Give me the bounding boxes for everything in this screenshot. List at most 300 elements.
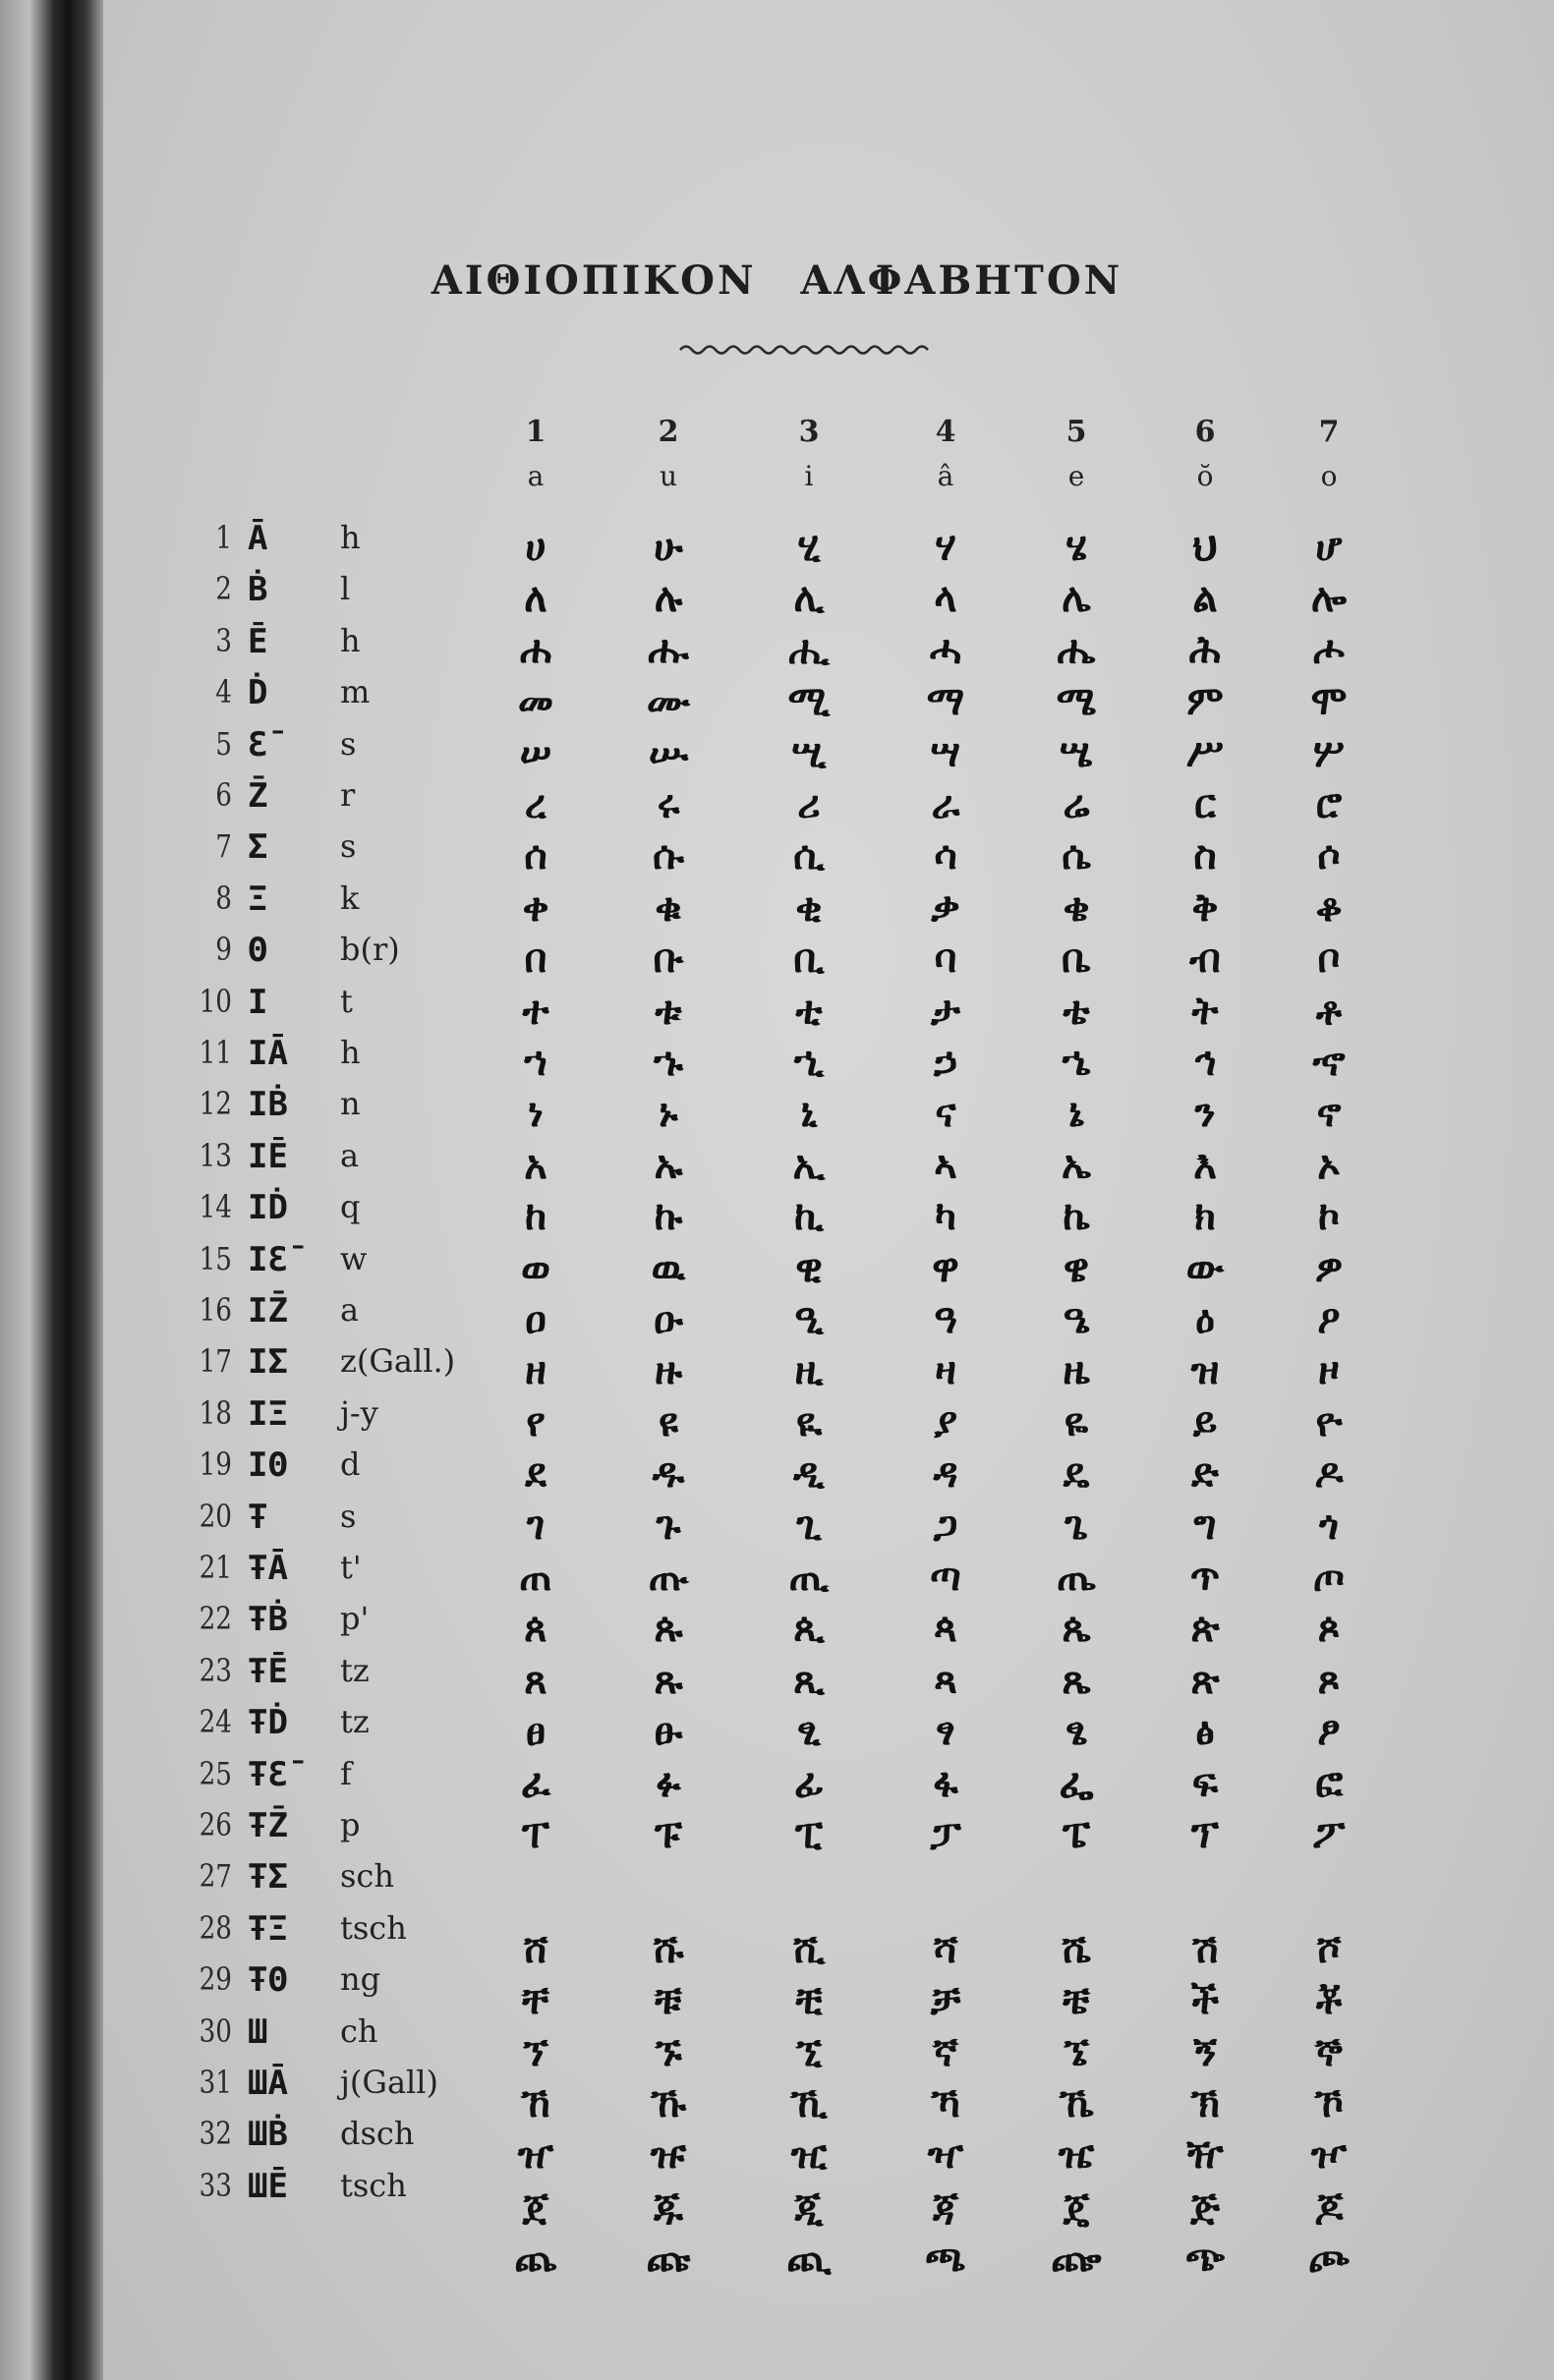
numeral-glyph: IΞ bbox=[248, 1393, 288, 1434]
numeral-glyph: ŦĀ bbox=[248, 1549, 288, 1588]
ethiopic-form: ክ bbox=[1194, 1194, 1216, 1240]
numeral-glyph: ШĀ bbox=[248, 2064, 288, 2103]
ethiopic-form: ቦ bbox=[1317, 936, 1341, 983]
ethiopic-form: ጻ bbox=[934, 1657, 957, 1703]
transliteration: s bbox=[340, 827, 357, 866]
ethiopic-form: ጲ bbox=[793, 1606, 825, 1652]
ethiopic-form: ዤ bbox=[1058, 2132, 1095, 2179]
ethiopic-form: ኩ bbox=[654, 1194, 683, 1240]
ethiopic-form: ዠ bbox=[517, 2132, 554, 2179]
row-number: 29 bbox=[199, 1960, 232, 1999]
ethiopic-form: ኣ bbox=[934, 1142, 957, 1188]
ethiopic-form: ሑ bbox=[648, 627, 689, 673]
ethiopic-form: ፊ bbox=[794, 1760, 824, 1806]
ethiopic-form: ሣ bbox=[930, 730, 961, 776]
ethiopic-form: ር bbox=[1193, 782, 1217, 827]
ethiopic-form: ሲ bbox=[792, 833, 826, 879]
ethiopic-form: ኼ bbox=[1059, 2081, 1094, 2126]
transliteration: k bbox=[340, 878, 360, 917]
numeral-glyph: IĒ bbox=[248, 1136, 288, 1176]
ethiopic-form: ሊ bbox=[793, 576, 825, 622]
ethiopic-form: ሎ bbox=[1310, 576, 1348, 622]
ethiopic-form: ሢ bbox=[791, 730, 827, 776]
transliteration: t' bbox=[340, 1549, 362, 1586]
ethiopic-form: ሻ bbox=[933, 1926, 958, 1972]
numeral-glyph: IƐ̄ bbox=[248, 1239, 288, 1279]
numeral-glyph: Ŧ bbox=[248, 1497, 268, 1537]
ethiopic-form: ኾ bbox=[1314, 2081, 1344, 2126]
ethiopic-form: ሳ bbox=[934, 833, 957, 879]
ethiopic-form: ሃ bbox=[935, 525, 956, 570]
ethiopic-form: ጴ bbox=[1062, 1606, 1091, 1652]
ethiopic-form: ጃ bbox=[932, 2183, 959, 2230]
ethiopic-form: ዲ bbox=[793, 1451, 825, 1498]
ethiopic-form: ሕ bbox=[1188, 627, 1222, 673]
ethiopic-form: በ bbox=[524, 936, 547, 983]
ethiopic-form: ቼ bbox=[1063, 1978, 1090, 2024]
ethiopic-form: ዴ bbox=[1063, 1451, 1090, 1498]
ethiopic-form: ጉ bbox=[656, 1502, 681, 1549]
row-number: 2 bbox=[215, 570, 232, 608]
ethiopic-form: ሥ bbox=[1186, 730, 1224, 776]
ethiopic-form: ጰ bbox=[524, 1606, 547, 1652]
ethiopic-form: ወ bbox=[521, 1245, 550, 1291]
transliteration: m bbox=[340, 673, 371, 711]
ethiopic-form: ሆ bbox=[1315, 525, 1343, 570]
ethiopic-form: ሉ bbox=[654, 576, 683, 622]
ethiopic-form: ፆ bbox=[1317, 1709, 1341, 1755]
ethiopic-form: እ bbox=[1193, 1142, 1217, 1188]
numeral-glyph: IΣ bbox=[248, 1342, 288, 1383]
ethiopic-form: ማ bbox=[926, 679, 965, 725]
ethiopic-form: ቴ bbox=[1063, 988, 1090, 1034]
numeral-glyph: ŦΞ bbox=[248, 1908, 288, 1949]
transliteration: ch bbox=[340, 2012, 378, 2050]
numeral-glyph: ŦZ̄ bbox=[248, 1806, 288, 1845]
ethiopic-form: ዒ bbox=[794, 1297, 824, 1342]
row-number: 27 bbox=[199, 1857, 232, 1896]
ethiopic-form: ፈ bbox=[520, 1760, 551, 1806]
ethiopic-form: ኸ bbox=[521, 2081, 550, 2126]
ethiopic-form: ዚ bbox=[794, 1348, 824, 1394]
row-number: 28 bbox=[199, 1908, 232, 1947]
ethiopic-form: ቶ bbox=[1315, 988, 1343, 1034]
ethiopic-form: ኙ bbox=[655, 2029, 682, 2075]
ethiopic-form: ሼ bbox=[1062, 1926, 1091, 1972]
ethiopic-form: ህ bbox=[1192, 525, 1218, 570]
ethiopic-form: ኜ bbox=[1063, 2029, 1090, 2075]
ethiopic-form: ን bbox=[1194, 1091, 1216, 1137]
decorative-wave-rule bbox=[678, 340, 930, 360]
numeral-glyph: ŦĒ bbox=[248, 1651, 288, 1691]
transliteration: z(Gall.) bbox=[340, 1342, 456, 1381]
transliteration: a bbox=[340, 1136, 360, 1174]
ethiopic-form: ዙ bbox=[654, 1348, 683, 1394]
ethiopic-form: ዩ bbox=[659, 1399, 678, 1445]
ethiopic-form: ቆ bbox=[1315, 884, 1343, 931]
numeral-glyph: IZ̄ bbox=[248, 1291, 288, 1331]
numeral-glyph: Ḃ bbox=[248, 570, 268, 610]
column-vowel-1: a bbox=[527, 460, 545, 492]
ethiopic-form: ኻ bbox=[931, 2081, 960, 2126]
ethiopic-form: ሐ bbox=[519, 627, 552, 673]
transliteration: tz bbox=[340, 1703, 370, 1741]
ethiopic-form: ፕ bbox=[1190, 1812, 1220, 1857]
ethiopic-form: ግ bbox=[1193, 1502, 1217, 1549]
column-number-6: 6 bbox=[1194, 415, 1216, 449]
transliteration: h bbox=[340, 621, 361, 659]
ethiopic-form: ዎ bbox=[1314, 1245, 1344, 1291]
ethiopic-form: ጪ bbox=[786, 2236, 832, 2282]
numeral-glyph: IΘ bbox=[248, 1445, 288, 1486]
ethiopic-form: ጌ bbox=[1065, 1502, 1088, 1549]
ethiopic-form: ባ bbox=[934, 936, 957, 983]
transliteration: b(r) bbox=[340, 931, 400, 969]
ethiopic-form: ቂ bbox=[795, 884, 823, 931]
ethiopic-form: ሌ bbox=[1062, 576, 1091, 622]
ethiopic-form: ጄ bbox=[1063, 2183, 1090, 2230]
ethiopic-form: ሁ bbox=[654, 525, 683, 570]
ethiopic-form: ሄ bbox=[1065, 525, 1087, 570]
ethiopic-form: ይ bbox=[1192, 1399, 1218, 1445]
transliteration: f bbox=[340, 1754, 352, 1792]
ethiopic-form: ሚ bbox=[787, 679, 831, 725]
ethiopic-form: ና bbox=[935, 1091, 956, 1137]
ethiopic-form: ጼ bbox=[1062, 1657, 1091, 1703]
numeral-glyph: Σ bbox=[248, 827, 268, 868]
ethiopic-form: ቅ bbox=[1191, 884, 1219, 931]
ethiopic-form: ኬ bbox=[1063, 1194, 1090, 1240]
ethiopic-form: ዪ bbox=[795, 1399, 823, 1445]
row-number: 9 bbox=[215, 931, 232, 969]
ethiopic-form: ፄ bbox=[1065, 1709, 1087, 1755]
ethiopic-form: ኁ bbox=[654, 1040, 683, 1085]
ethiopic-form: ታ bbox=[931, 988, 960, 1034]
ethiopic-form: ጾ bbox=[1317, 1657, 1341, 1703]
ethiopic-form: ፐ bbox=[521, 1812, 550, 1857]
ethiopic-form: ኝ bbox=[1193, 2029, 1217, 2075]
ethiopic-form: ኦ bbox=[1317, 1142, 1341, 1188]
transliteration: tz bbox=[340, 1651, 370, 1689]
ethiopic-form: ሔ bbox=[1057, 627, 1096, 673]
ethiopic-form: ዑ bbox=[654, 1297, 683, 1342]
ethiopic-form: ጋ bbox=[933, 1502, 958, 1549]
transliteration: h bbox=[340, 519, 361, 556]
ethiopic-form: ኅ bbox=[1193, 1040, 1217, 1085]
numeral-glyph: Ξ bbox=[248, 878, 268, 919]
column-vowel-4: â bbox=[937, 460, 954, 492]
ethiopic-form: ኖ bbox=[1316, 1091, 1342, 1137]
ethiopic-form: ጵ bbox=[1190, 1606, 1220, 1652]
ethiopic-form: ሀ bbox=[525, 525, 547, 570]
ethiopic-form: ጁ bbox=[654, 2183, 683, 2230]
transliteration: s bbox=[340, 724, 357, 763]
ethiopic-form: ፌ bbox=[1059, 1760, 1094, 1806]
ethiopic-form: ያ bbox=[933, 1399, 958, 1445]
ethiopic-form: ፂ bbox=[797, 1709, 821, 1755]
ethiopic-form: ራ bbox=[931, 782, 960, 827]
ethiopic-form: ፖ bbox=[1312, 1812, 1346, 1857]
column-vowel-5: e bbox=[1067, 460, 1085, 492]
title-word-2: ΑΛΦΑΒΗΤΟΝ bbox=[800, 257, 1123, 304]
ethiopic-form: ፁ bbox=[654, 1709, 683, 1755]
ethiopic-form: ሒ bbox=[788, 627, 830, 673]
ethiopic-form: ሞ bbox=[1310, 679, 1348, 725]
row-number: 13 bbox=[199, 1136, 232, 1174]
ethiopic-form: ኘ bbox=[522, 2029, 549, 2075]
ethiopic-form: ት bbox=[1191, 988, 1219, 1034]
ethiopic-form: ጭ bbox=[1184, 2236, 1226, 2282]
transliteration: sch bbox=[340, 1857, 394, 1896]
ethiopic-form: ተ bbox=[522, 988, 549, 1034]
ethiopic-form: ኞ bbox=[1315, 2029, 1343, 2075]
ethiopic-form: ጶ bbox=[1317, 1606, 1341, 1652]
numeral-glyph: ШĒ bbox=[248, 2166, 288, 2206]
ethiopic-form: ዞ bbox=[1318, 1348, 1340, 1394]
ethiopic-form: ዓ bbox=[934, 1297, 957, 1342]
row-number: 7 bbox=[215, 827, 232, 866]
row-number: 33 bbox=[199, 2166, 232, 2204]
ethiopic-form: ረ bbox=[524, 782, 547, 827]
ethiopic-form: ኀ bbox=[524, 1040, 547, 1085]
row-number: 23 bbox=[199, 1651, 232, 1689]
ethiopic-form: ዥ bbox=[1186, 2132, 1224, 2179]
ethiopic-form: ሡ bbox=[648, 730, 689, 776]
row-number: 31 bbox=[199, 2064, 232, 2101]
ethiopic-form: ም bbox=[1186, 679, 1224, 725]
row-number: 17 bbox=[199, 1342, 232, 1381]
row-number: 18 bbox=[199, 1393, 232, 1432]
ethiopic-form: ሱ bbox=[652, 833, 685, 879]
ethiopic-form: ስ bbox=[1193, 833, 1217, 879]
ethiopic-form: ቁ bbox=[655, 884, 682, 931]
ethiopic-form: ዌ bbox=[1063, 1245, 1090, 1291]
ethiopic-form: ሴ bbox=[1062, 833, 1091, 879]
ethiopic-form: ጸ bbox=[524, 1657, 547, 1703]
ethiopic-form: ኆ bbox=[1312, 1040, 1346, 1085]
ethiopic-form: ኒ bbox=[800, 1091, 818, 1137]
ethiopic-form: ዐ bbox=[525, 1297, 547, 1342]
transliteration: t bbox=[340, 982, 353, 1020]
ethiopic-form: ሪ bbox=[797, 782, 821, 827]
row-number: 3 bbox=[215, 621, 232, 659]
ethiopic-form: ፍ bbox=[1191, 1760, 1219, 1806]
transliteration: p bbox=[340, 1806, 361, 1843]
column-vowel-2: u bbox=[659, 460, 678, 492]
transliteration: j(Gall) bbox=[340, 2064, 438, 2101]
ethiopic-form: ቀ bbox=[522, 884, 549, 931]
ethiopic-form: ሾ bbox=[1316, 1926, 1342, 1972]
numeral-glyph: IḂ bbox=[248, 1085, 288, 1125]
ethiopic-form: ጥ bbox=[1189, 1555, 1221, 1600]
ethiopic-form: ፑ bbox=[654, 1812, 683, 1857]
column-number-5: 5 bbox=[1065, 415, 1087, 449]
ethiopic-form: ጽ bbox=[1190, 1657, 1220, 1703]
ethiopic-form: ካ bbox=[935, 1194, 956, 1240]
ethiopic-form: ሠ bbox=[519, 730, 552, 776]
ethiopic-form: ች bbox=[1190, 1978, 1220, 2024]
ethiopic-form: ደ bbox=[525, 1451, 547, 1498]
ethiopic-form: ሦ bbox=[1313, 730, 1345, 776]
ethiopic-form: ጨ bbox=[514, 2236, 557, 2282]
ethiopic-form: ዢ bbox=[790, 2132, 828, 2179]
row-number: 24 bbox=[199, 1703, 232, 1741]
ethiopic-form: ጳ bbox=[933, 1606, 958, 1652]
row-number: 14 bbox=[199, 1188, 232, 1226]
row-number: 22 bbox=[199, 1600, 232, 1638]
ethiopic-form: ኔ bbox=[1068, 1091, 1084, 1137]
transliteration: j-y bbox=[340, 1393, 378, 1432]
transliteration: dsch bbox=[340, 2115, 415, 2153]
ethiopic-form: ዊ bbox=[795, 1245, 823, 1291]
row-number: 1 bbox=[215, 519, 232, 556]
ethiopic-form: ፔ bbox=[1062, 1812, 1091, 1857]
ethiopic-form: ቸ bbox=[522, 1978, 549, 2024]
ethiopic-form: ሩ bbox=[657, 782, 680, 827]
ethiopic-form: ዘ bbox=[525, 1348, 547, 1394]
transliteration: r bbox=[340, 776, 356, 814]
ethiopic-form: ዔ bbox=[1063, 1297, 1090, 1342]
transliteration: ng bbox=[340, 1960, 381, 1999]
ethiopic-form: ኮ bbox=[1317, 1194, 1341, 1240]
row-number: 12 bbox=[199, 1085, 232, 1123]
ethiopic-form: ፋ bbox=[933, 1760, 958, 1806]
ethiopic-form: አ bbox=[524, 1142, 547, 1188]
ethiopic-form: ጣ bbox=[930, 1555, 961, 1600]
ethiopic-form: ጂ bbox=[794, 2183, 824, 2230]
row-number: 16 bbox=[199, 1291, 232, 1329]
ethiopic-form: ሬ bbox=[1063, 782, 1090, 827]
ethiopic-form: ኂ bbox=[793, 1040, 825, 1085]
transliteration: n bbox=[340, 1085, 361, 1123]
ethiopic-form: ቺ bbox=[795, 1978, 823, 2024]
ethiopic-form: ከ bbox=[524, 1194, 547, 1240]
ethiopic-form: ቹ bbox=[655, 1978, 682, 2024]
ethiopic-form: ኺ bbox=[790, 2081, 828, 2126]
numeral-glyph: Ɛ̄ bbox=[248, 724, 268, 765]
row-number: 26 bbox=[199, 1806, 232, 1843]
ethiopic-form: ቃ bbox=[931, 884, 960, 931]
row-number: 32 bbox=[199, 2115, 232, 2153]
ethiopic-form: ዶ bbox=[1314, 1451, 1344, 1498]
row-number: 21 bbox=[199, 1549, 232, 1586]
ethiopic-form: ዱ bbox=[652, 1451, 685, 1498]
ethiopic-form: ኽ bbox=[1190, 2081, 1220, 2126]
transliteration: tsch bbox=[340, 1908, 407, 1947]
ethiopic-form: ፃ bbox=[936, 1709, 955, 1755]
ethiopic-form: ጡ bbox=[648, 1555, 689, 1600]
ethiopic-form: ኹ bbox=[650, 2081, 687, 2126]
ethiopic-form: ው bbox=[1185, 1245, 1225, 1291]
numeral-glyph: ŦḊ bbox=[248, 1703, 288, 1743]
column-vowel-6: ŏ bbox=[1196, 460, 1214, 492]
ethiopic-form: ዛ bbox=[935, 1348, 956, 1394]
ethiopic-form: ጀ bbox=[522, 2183, 549, 2230]
numeral-glyph: Ḋ bbox=[248, 673, 268, 713]
numeral-glyph: ŦΘ bbox=[248, 1960, 288, 2001]
ethiopic-form: ጺ bbox=[793, 1657, 825, 1703]
row-number: 19 bbox=[199, 1445, 232, 1484]
ethiopic-form: ኛ bbox=[933, 2029, 958, 2075]
ethiopic-form: ሤ bbox=[1060, 730, 1093, 776]
ethiopic-form: ኃ bbox=[933, 1040, 958, 1085]
ethiopic-form: ኄ bbox=[1062, 1040, 1091, 1085]
transliteration: p' bbox=[340, 1600, 370, 1638]
numeral-glyph: IĀ bbox=[248, 1034, 288, 1073]
ethiopic-form: ጎ bbox=[1319, 1502, 1339, 1549]
title-word-1: ΑΙΘΙΟΠΙΚΟΝ bbox=[431, 257, 757, 304]
ethiopic-form: ዉ bbox=[651, 1245, 686, 1291]
ethiopic-form: ኪ bbox=[794, 1194, 824, 1240]
transliteration: tsch bbox=[340, 2166, 407, 2204]
ethiopic-form: ፉ bbox=[656, 1760, 681, 1806]
row-number: 6 bbox=[215, 776, 232, 814]
transliteration: d bbox=[340, 1445, 361, 1484]
ethiopic-form: ዣ bbox=[927, 2132, 964, 2179]
ethiopic-form: ዳ bbox=[933, 1451, 958, 1498]
ethiopic-form: ጬ bbox=[1051, 2236, 1102, 2282]
ethiopic-form: ሺ bbox=[792, 1926, 826, 1972]
row-number: 4 bbox=[215, 673, 232, 711]
ethiopic-form: ዋ bbox=[932, 1245, 959, 1291]
numeral-glyph: I bbox=[248, 982, 268, 1022]
ethiopic-form: መ bbox=[517, 679, 554, 725]
ethiopic-form: ቱ bbox=[655, 988, 682, 1034]
ethiopic-form: ፀ bbox=[526, 1709, 546, 1755]
ethiopic-form: ጮ bbox=[1308, 2236, 1350, 2282]
ethiopic-form: ጠ bbox=[519, 1555, 552, 1600]
numeral-glyph: ŦƐ̄ bbox=[248, 1754, 288, 1794]
ethiopic-form: ጊ bbox=[796, 1502, 822, 1549]
ethiopic-form: ኡ bbox=[654, 1142, 683, 1188]
ethiopic-form: ድ bbox=[1191, 1451, 1219, 1498]
ethiopic-form: ቻ bbox=[930, 1978, 961, 2024]
ethiopic-form: ኑ bbox=[659, 1091, 678, 1137]
numeral-glyph: ШḂ bbox=[248, 2115, 288, 2155]
ethiopic-form: ኚ bbox=[795, 2029, 823, 2075]
table-row bbox=[0, 1857, 1554, 1908]
ethiopic-form: ሶ bbox=[1317, 833, 1341, 879]
ethiopic-form: ገ bbox=[526, 1502, 546, 1549]
ethiopic-form: ኤ bbox=[1061, 1142, 1092, 1188]
ethiopic-form: ሹ bbox=[653, 1926, 684, 1972]
ethiopic-form: ዕ bbox=[1195, 1297, 1215, 1342]
ethiopic-form: ሜ bbox=[1056, 679, 1097, 725]
ethiopic-form: ዬ bbox=[1064, 1399, 1089, 1445]
ethiopic-form: ቢ bbox=[793, 936, 825, 983]
ethiopic-form: ሂ bbox=[797, 525, 821, 570]
row-number: 20 bbox=[199, 1497, 232, 1535]
numeral-glyph: Z̄ bbox=[248, 776, 268, 816]
row-number: 25 bbox=[199, 1754, 232, 1792]
ethiopic-form: ጆ bbox=[1314, 2183, 1344, 2230]
ethiopic-form: ሙ bbox=[646, 679, 691, 725]
ethiopic-form: ፅ bbox=[1195, 1709, 1215, 1755]
row-number: 30 bbox=[199, 2012, 232, 2050]
column-number-3: 3 bbox=[798, 415, 820, 449]
transliteration: w bbox=[340, 1239, 368, 1277]
ethiopic-form: ለ bbox=[524, 576, 547, 622]
ethiopic-form: ዮ bbox=[1315, 1399, 1343, 1445]
ethiopic-form: ዡ bbox=[650, 2132, 687, 2179]
ethiopic-form: ሮ bbox=[1315, 782, 1343, 827]
ethiopic-form: ቾ bbox=[1315, 1978, 1343, 2024]
transliteration: h bbox=[340, 1034, 361, 1071]
ethiopic-form: ኢ bbox=[792, 1142, 826, 1188]
ethiopic-form: ቄ bbox=[1063, 884, 1090, 931]
ethiopic-form: ፓ bbox=[930, 1812, 961, 1857]
ethiopic-form: ዜ bbox=[1063, 1348, 1090, 1394]
